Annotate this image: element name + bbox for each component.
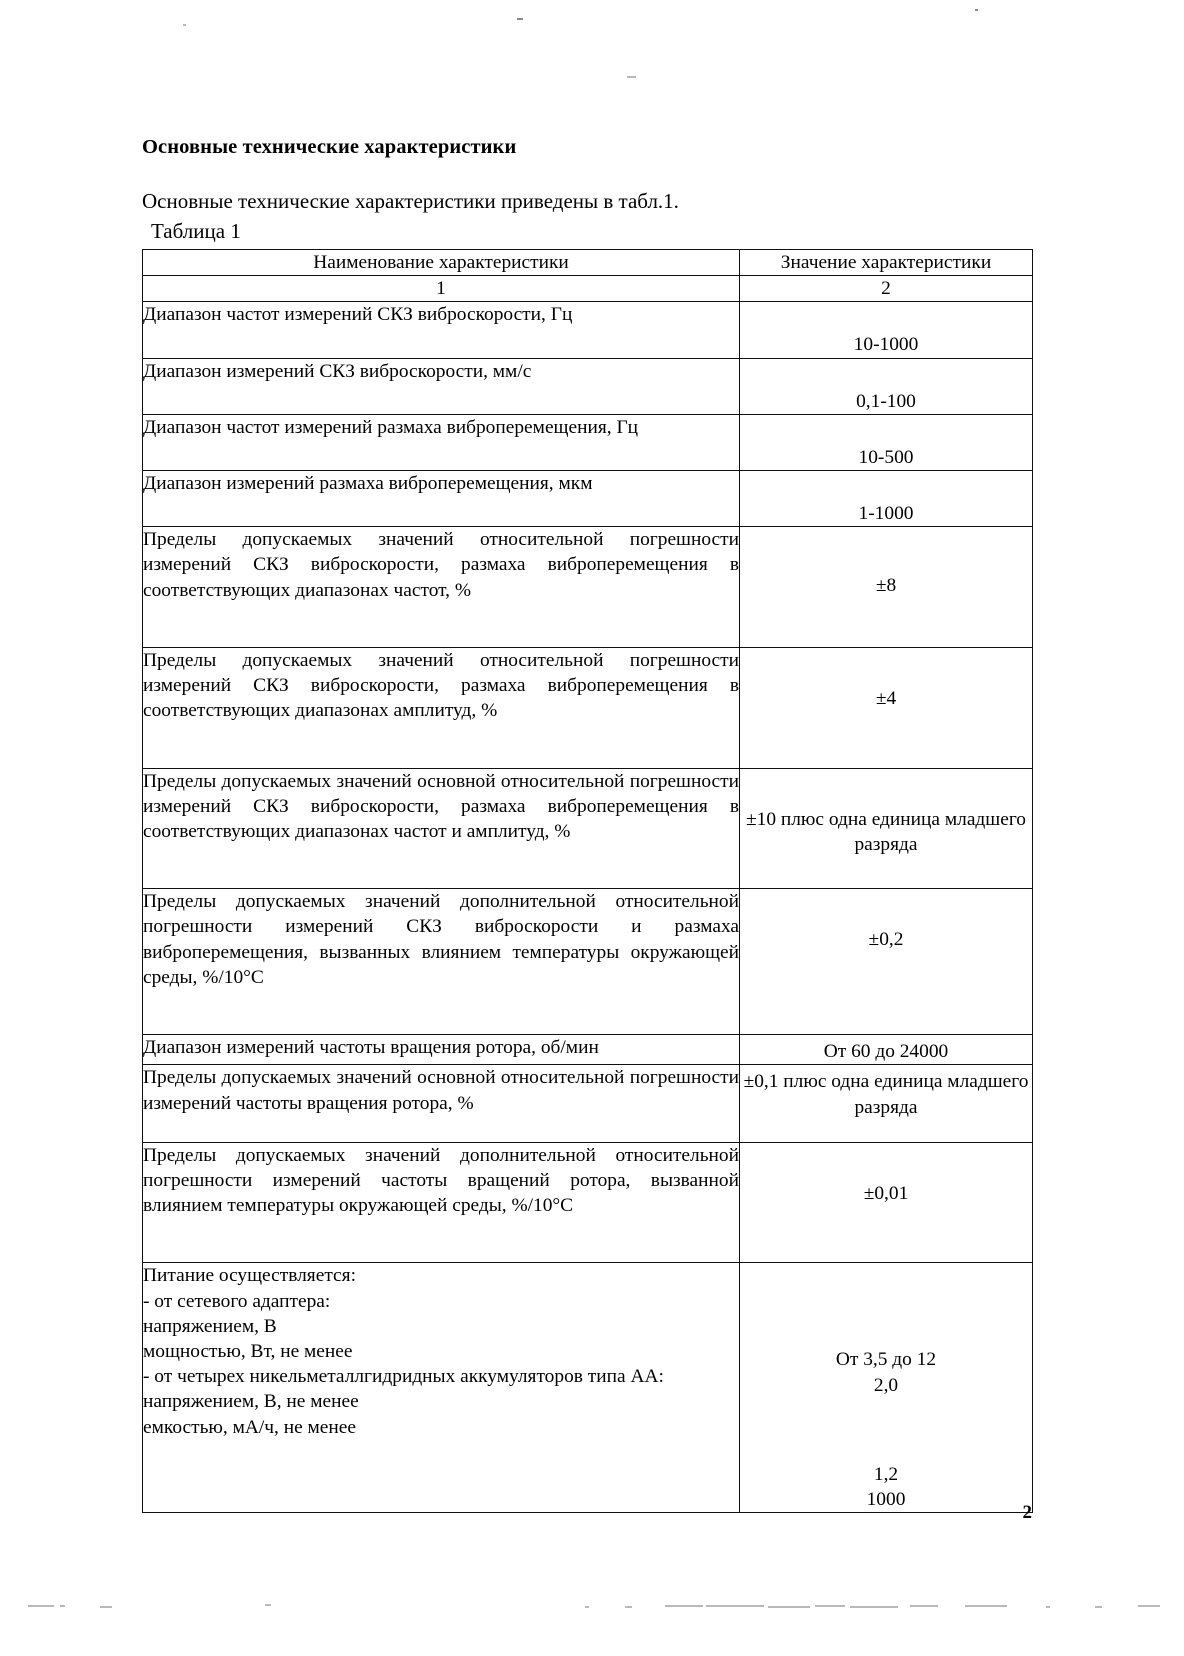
page-number: 2 [1022,1502,1032,1523]
page-title: Основные технические характеристики [142,136,517,158]
scan-artifact [706,1605,764,1607]
scan-artifact [60,1605,65,1607]
power-supply-value-line: 1000 [866,1489,906,1511]
cell-spacer [143,844,739,888]
scan-artifact [625,1606,632,1608]
characteristic-name: Пределы допускаемых значений дополнительной относительной погрешности измерений СКЗ виброскорости и размаха виброперемещения, вызванных влиянием температуры окружающей среды, %/10°C [143,889,740,1035]
scan-artifact [585,1606,589,1608]
power-supply-line: мощностью, Вт, не менее [143,1341,353,1363]
scan-artifact [665,1605,703,1607]
table-row [143,647,1033,768]
characteristic-value: 10-500 [740,414,1033,470]
table-row-power-supply [143,1263,1033,1513]
table-column-number-row [143,276,1033,302]
scan-artifact [975,9,978,11]
column-header-value: Значение характеристики [740,249,1033,275]
table-row [143,302,1033,358]
scan-artifact [265,1604,271,1606]
characteristic-value: ±0,01 [740,1142,1033,1263]
power-supply-line: напряжением, В, не менее [143,1391,359,1413]
scan-artifact [850,1606,898,1608]
table-row [143,414,1033,470]
table-row [143,768,1033,889]
power-supply-value-line: 1,2 [873,1463,899,1485]
scan-artifact [100,1606,112,1608]
scan-artifact [1095,1606,1102,1608]
scan-artifact [1046,1606,1050,1608]
characteristic-value: ±0,1 плюс одна единица младшего разряда [740,1065,1033,1142]
characteristic-name: Пределы допускаемых значений основной относительной погрешности измерений частоты вращения ротора, % [143,1065,740,1142]
characteristic-value: От 60 до 24000 [740,1035,1033,1065]
power-supply-line: напряжением, В [143,1315,277,1337]
power-supply-line: емкостью, мА/ч, не менее [143,1416,357,1438]
scan-artifact [815,1605,845,1607]
power-supply-value-line: От 3,5 до 12 [835,1349,937,1371]
scan-artifact [965,1605,1007,1607]
column-header-name: Наименование характеристики [143,249,740,275]
scan-artifact [910,1605,938,1607]
characteristic-name: Диапазон частот измерений размаха виброперемещения, Гц [143,414,740,470]
characteristic-value: 10-1000 [740,302,1033,358]
scan-artifact [183,24,186,26]
cell-spacer [143,1440,739,1466]
characteristic-name: Диапазон измерений частоты вращения ротора, об/мин [143,1035,740,1065]
cell-spacer [143,724,739,768]
table-row [143,1035,1033,1065]
scan-artifact [627,76,636,78]
power-supply-line: - от сетевого адаптера: [143,1290,331,1312]
scan-artifact [517,18,523,20]
cell-spacer [143,1218,739,1262]
power-supply-line: Питание осуществляется: [143,1265,356,1287]
characteristic-name: Диапазон измерений размаха виброперемещения, мкм [143,471,740,527]
table-row [143,527,1033,648]
power-supply-line: - от четырех никельметаллгидридных аккумуляторов типа AA: [143,1366,664,1388]
characteristic-value: 1-1000 [740,471,1033,527]
power-supply-name-lines [143,1263,739,1440]
cell-spacer [143,1116,739,1142]
characteristic-value: ±4 [740,647,1033,768]
characteristic-value: ±8 [740,527,1033,648]
table-row [143,1065,1033,1142]
characteristic-name: Пределы допускаемых значений относительной погрешности измерений СКЗ виброскорости, размаха виброперемещения в соответствующих диапазонах амплитуд, % [143,647,740,768]
cell-spacer [143,603,739,647]
power-supply-value-line: 2,0 [873,1374,899,1396]
characteristic-name: Пределы допускаемых значений основной относительной погрешности измерений СКЗ виброскорости, размаха виброперемещения в соответствующих диапазонах частот и амплитуд, % [143,768,740,889]
table-row [143,471,1033,527]
document-body [142,136,1032,1513]
scan-artifact [1138,1605,1160,1607]
characteristic-value: ±0,2 [740,889,1033,1035]
specifications-table [142,249,1033,1513]
power-supply-value [740,1263,1033,1513]
power-supply-value-lines [740,1347,1032,1512]
characteristic-value: ±10 плюс одна единица младшего разряда [740,768,1033,889]
intro-paragraph: Основные технические характеристики приведены в табл.1. [142,188,679,213]
cell-spacer [143,990,739,1034]
table-header-row [143,249,1033,275]
scan-artifact [768,1606,810,1608]
column-number-2: 2 [740,276,1033,302]
characteristic-name: Диапазон измерений СКЗ виброскорости, мм/с [143,358,740,414]
table-row [143,358,1033,414]
table-caption: Таблица 1 [151,218,241,243]
table-row [143,1142,1033,1263]
power-supply-name [143,1263,740,1513]
characteristic-value: 0,1-100 [740,358,1033,414]
column-number-1: 1 [143,276,740,302]
characteristic-name: Пределы допускаемых значений дополнительной относительной погрешности измерений частоты вращений ротора, вызванной влиянием температуры окружающей среды, %/10°C [143,1142,740,1263]
characteristic-name: Пределы допускаемых значений относительной погрешности измерений СКЗ виброскорости, размаха виброперемещения в соответствующих диапазонах частот, % [143,527,740,648]
table-row [143,889,1033,1035]
scan-artifact [28,1605,54,1607]
characteristic-name: Диапазон частот измерений СКЗ виброскорости, Гц [143,302,740,358]
